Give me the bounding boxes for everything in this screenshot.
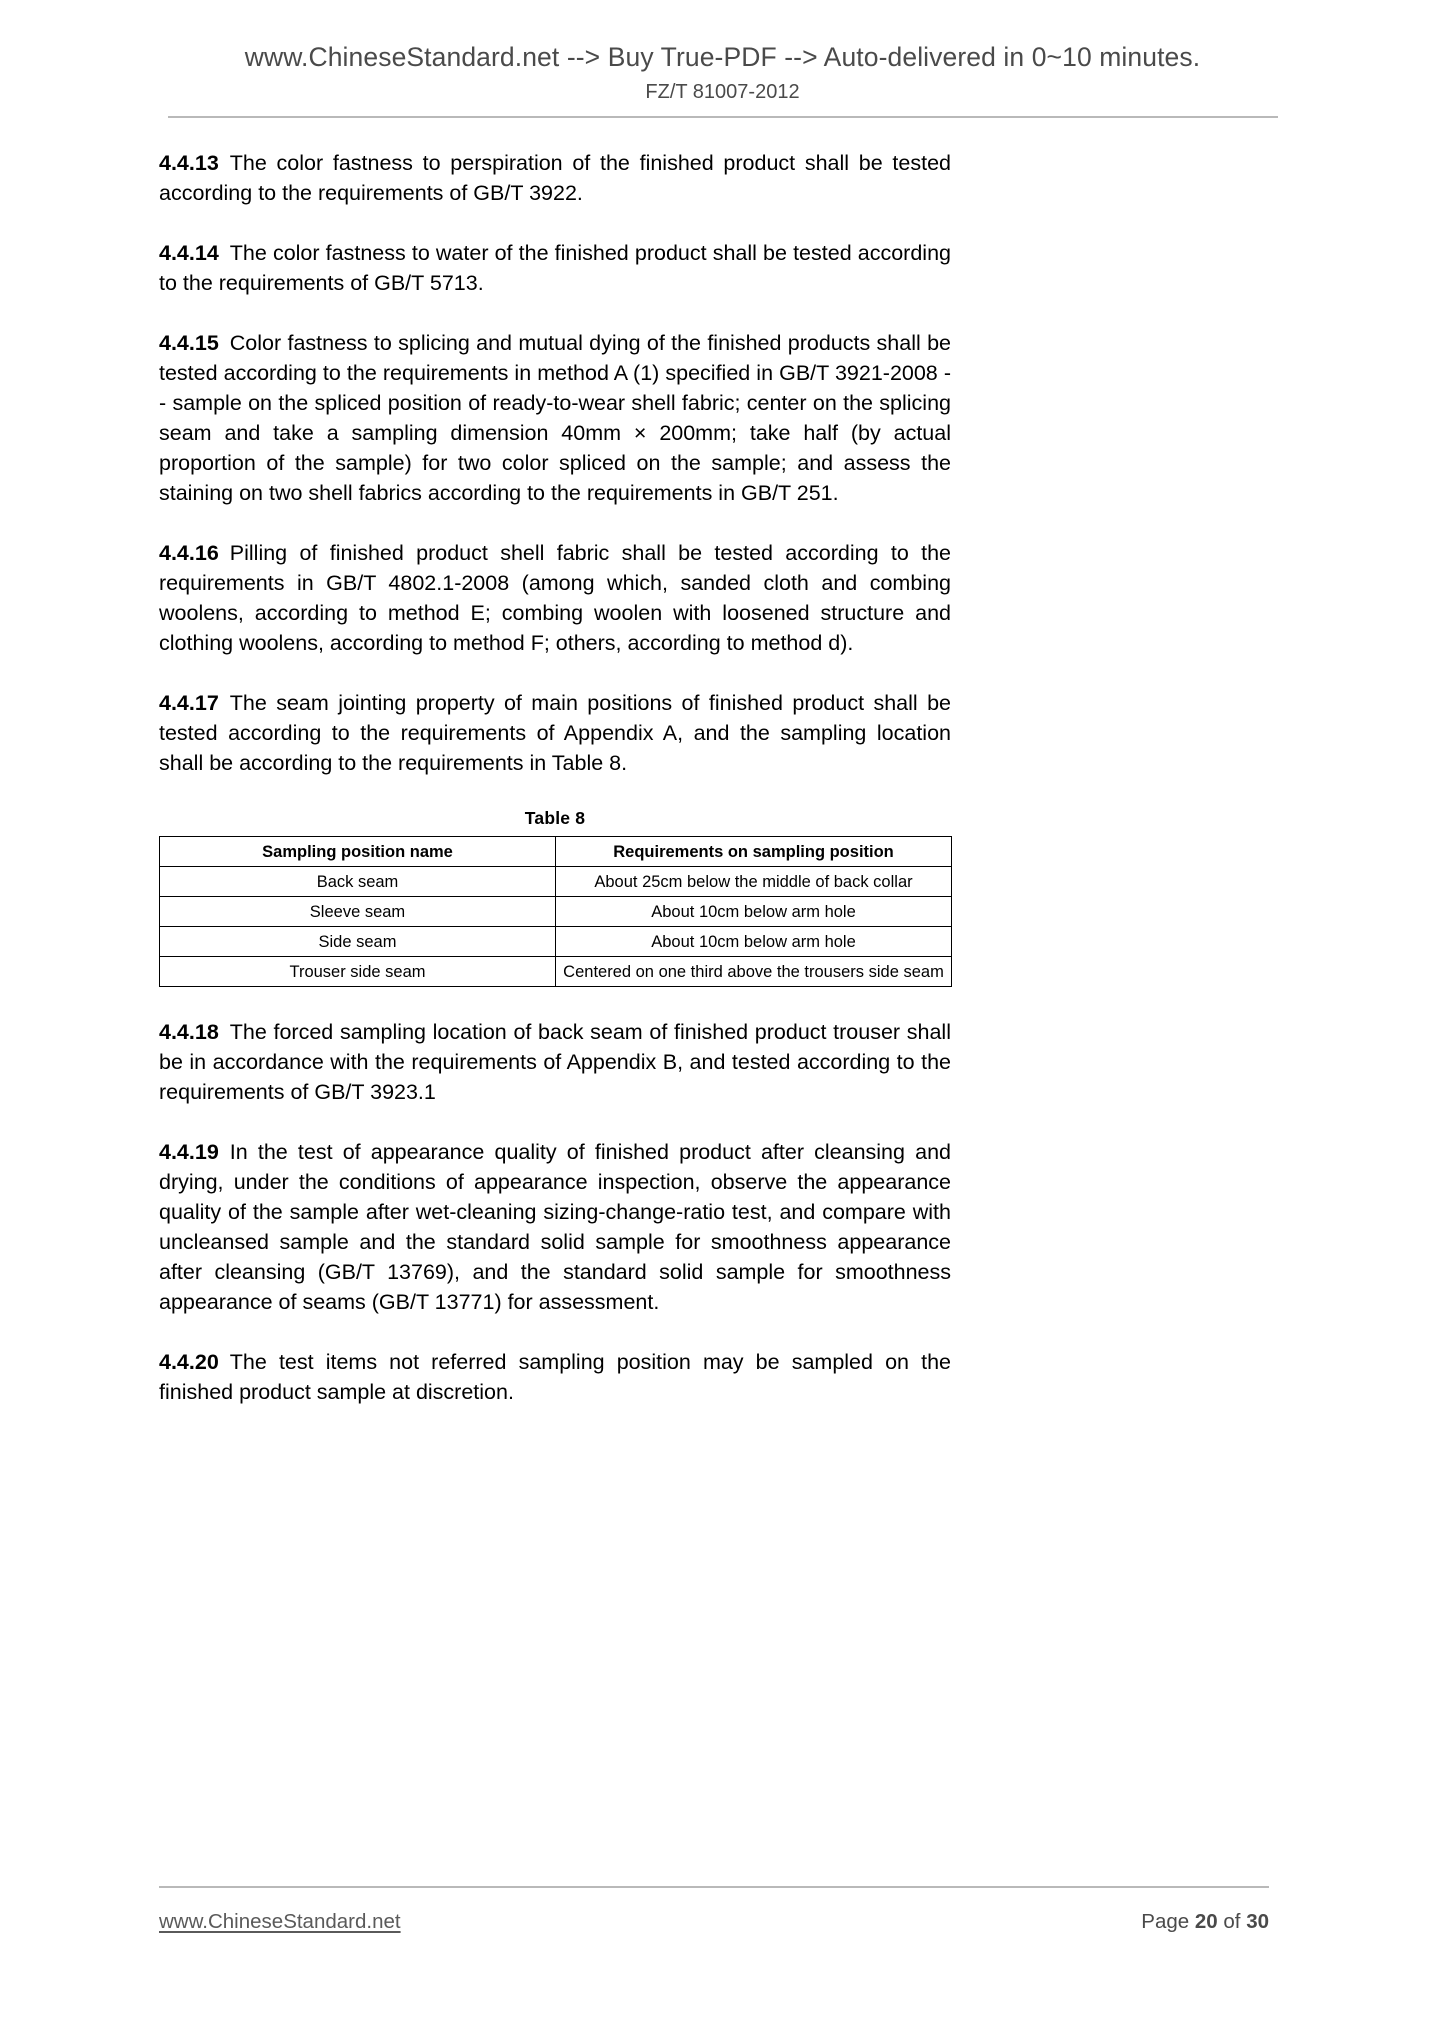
page-footer [159,1886,1279,1934]
cell-requirement: About 25cm below the middle of back collar [556,867,952,897]
paragraph-number: 4.4.13 [159,151,219,175]
page-number: 20 [1194,1909,1218,1933]
table-8 [159,836,952,987]
paragraph-number: 4.4.18 [159,1020,219,1044]
cell-requirement: About 10cm below arm hole [556,897,952,927]
paragraph-4-4-18 [159,1017,951,1107]
paragraph-text: The seam jointing property of main positions of finished product shall be tested according to the requirements of Appendix A, and the sampling location shall be according to the requirements in Table 8. [159,691,951,775]
paragraph-text: Color fastness to splicing and mutual dying of the finished products shall be tested according to the requirements in method A (1) specified in GB/T 3921-2008 -- sample on the spliced position of ready-to-wear shell fabric; center on the splicing seam and take a sampling dimension 40mm × 200mm; take half (by actual proportion of the sample) for two color spliced on the sample; and assess the staining on two shell fabrics according to the requirements in GB/T 251. [159,331,951,505]
paragraph-number: 4.4.16 [159,541,219,565]
table-row [160,897,952,927]
table-row [160,957,952,987]
paragraph-number: 4.4.14 [159,241,219,265]
header-divider [168,116,1278,118]
page-label: Page [1141,1909,1190,1933]
table-row [160,927,952,957]
cell-position-name: Side seam [160,927,556,957]
page-header [0,0,1445,104]
paragraph-4-4-16 [159,538,951,658]
document-body [159,148,951,1407]
paragraph-number: 4.4.17 [159,691,219,715]
footer-row [159,1910,1269,1934]
cell-requirement: Centered on one third above the trousers side seam [556,957,952,987]
paragraph-4-4-20 [159,1347,951,1407]
cell-requirement: About 10cm below arm hole [556,927,952,957]
paragraph-4-4-15 [159,328,951,508]
paragraph-text: The forced sampling location of back seam of finished product trouser shall be in accordance with the requirements of Appendix B, and tested according to the requirements of GB/T 3923.1 [159,1020,951,1104]
paragraph-text: The color fastness to water of the finished product shall be tested according to the requirements of GB/T 5713. [159,241,951,295]
footer-divider [159,1886,1269,1888]
column-header-sampling-position-name: Sampling position name [160,837,556,867]
paragraph-4-4-17 [159,688,951,778]
paragraph-number: 4.4.19 [159,1140,219,1164]
page-indicator [1141,1910,1269,1934]
paragraph-4-4-19 [159,1137,951,1317]
paragraph-4-4-14 [159,238,951,298]
page-of-label: of [1223,1909,1241,1933]
column-header-requirements: Requirements on sampling position [556,837,952,867]
cell-position-name: Sleeve seam [160,897,556,927]
paragraph-text: The color fastness to perspiration of the finished product shall be tested according to the requirements of GB/T 3922. [159,151,951,205]
paragraph-text: The test items not referred sampling position may be sampled on the finished product sample at discretion. [159,1350,951,1404]
table-caption: Table 8 [524,808,586,828]
promo-banner: www.ChineseStandard.net --> Buy True-PDF --> Auto-delivered in 0~10 minutes. [244,42,1201,72]
table-header-row [160,837,952,867]
paragraph-number: 4.4.20 [159,1350,219,1374]
paragraph-text: Pilling of finished product shell fabric shall be tested according to the requirements in GB/T 4802.1-2008 (among which, sanded cloth and combing woolens, according to method E; combing woolen with loosened structure and clothing woolens, according to method F; others, according to method d). [159,541,951,655]
cell-position-name: Back seam [160,867,556,897]
table-row [160,867,952,897]
footer-site-link[interactable]: www.ChineseStandard.net [159,1909,401,1933]
paragraph-number: 4.4.15 [159,331,219,355]
cell-position-name: Trouser side seam [160,957,556,987]
paragraph-text: In the test of appearance quality of finished product after cleansing and drying, under the conditions of appearance inspection, observe the appearance quality of the sample after wet-cleaning sizing-change-ratio test, and compare with uncleansed sample and the standard solid sample for smoothness appearance after cleansing (GB/T 13769), and the standard solid sample for smoothness appearance of seams (GB/T 13771) for assessment. [159,1140,951,1314]
table-8-container [159,808,951,987]
standard-code: FZ/T 81007-2012 [645,81,800,103]
paragraph-4-4-13 [159,148,951,208]
page-total: 30 [1246,1909,1269,1933]
